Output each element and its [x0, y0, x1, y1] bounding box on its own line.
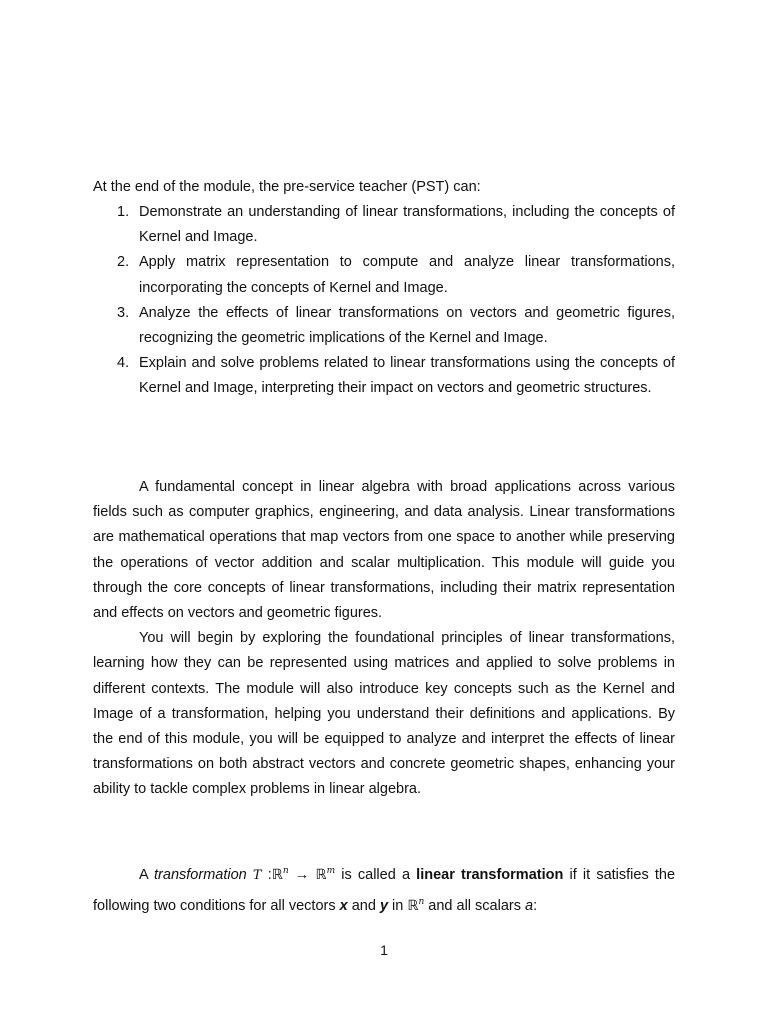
- math-set: ℝ: [315, 867, 327, 883]
- math-variable: x: [339, 898, 348, 914]
- objective-number: 4.: [117, 355, 130, 372]
- objectives-list: [93, 200, 675, 402]
- objective-number: 2.: [117, 254, 130, 271]
- math-variable: a: [525, 898, 534, 914]
- linear-transformation-definition: [93, 858, 675, 920]
- definition-text: if it satisfies the following two conditions for all vectors: [93, 867, 676, 914]
- math-arrow: →: [288, 867, 316, 883]
- introduction-paragraph: You will begin by exploring the foundational principles of linear transformations, learning how they can be represented using matrices and applied to solve problems in different contexts. The module will also introduce key concepts such as the Kernel and Image of a transformation, helping you understand their definitions and applications. By the end of this module, you will be equipped to analyze and interpret the effects of linear transformations on both abstract vectors and concrete geometric shapes, enhancing your ability to tackle complex problems in linear algebra.: [93, 630, 675, 798]
- definition-text: in: [388, 898, 408, 914]
- introduction-paragraph: A fundamental concept in linear algebra with broad applications across various fields such as computer graphics, engineering, and data analysis. Linear transformations are mathematical operations that map vectors from one space to another while preserving the operations of vector addition and scalar multiplication. This module will guide you through the core concepts of linear transformations, including their matrix representation and effects on vectors and geometric figures.: [93, 479, 675, 622]
- definition-text: and all scalars: [424, 898, 526, 914]
- objective-number: 1.: [117, 204, 130, 220]
- math-variable: T: [252, 868, 262, 883]
- objectives-intro: At the end of the module, the pre-service teacher (PST) can:: [93, 179, 481, 195]
- math-set: ℝ: [407, 898, 419, 914]
- definition-section: [93, 858, 675, 920]
- objective-item: [93, 301, 675, 351]
- objective-number: 3.: [117, 304, 130, 321]
- objective-text: Demonstrate an understanding of linear transformations, including the concepts of Kernel and Image.: [139, 204, 675, 246]
- definition-text: and: [347, 898, 380, 914]
- introduction-section: [93, 475, 675, 803]
- math-exponent: n: [282, 866, 289, 876]
- math-set: ℝ: [271, 867, 283, 883]
- definition-text: is called a: [335, 867, 417, 883]
- objective-text: Analyze the effects of linear transformations on vectors and geometric figures, recognizing the geometric implications of the Kernel and Image.: [139, 304, 675, 347]
- objective-text: Explain and solve problems related to linear transformations using the concepts of Kernel and Image, interpreting their impact on vectors and geometric structures.: [139, 355, 675, 397]
- math-exponent: m: [326, 866, 336, 876]
- definition-term: transformation: [154, 867, 247, 883]
- page-number: 1: [380, 942, 388, 958]
- math-variable: y: [379, 898, 389, 914]
- definition-text: :: [261, 867, 272, 883]
- objective-text: Apply matrix representation to compute and analyze linear transformations, incorporating the concepts of Kernel and Image.: [139, 254, 675, 296]
- definition-term: linear transformation: [416, 867, 564, 883]
- objective-item: [93, 351, 675, 401]
- definition-text: :: [533, 898, 538, 914]
- definition-text: A: [139, 867, 155, 883]
- math-exponent: n: [418, 897, 425, 907]
- objective-item: [93, 250, 675, 300]
- objective-item: [93, 200, 675, 250]
